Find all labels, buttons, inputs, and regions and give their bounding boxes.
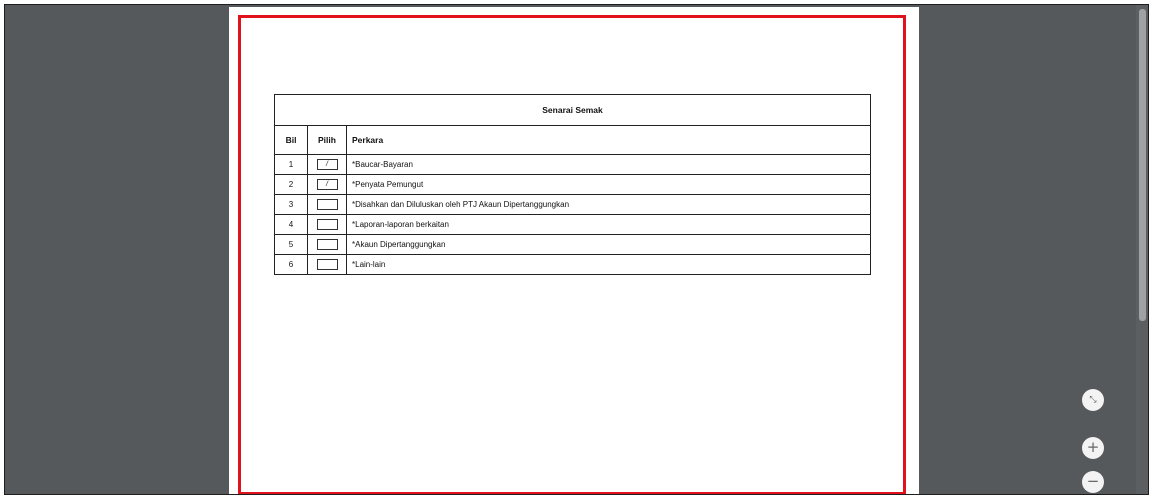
item-label: *Baucar-Bayaran — [347, 155, 871, 175]
pilih-checkbox[interactable]: / — [317, 179, 338, 190]
item-label: *Lain-lain — [347, 255, 871, 275]
table-row — [275, 235, 871, 255]
pilih-checkbox[interactable] — [317, 239, 338, 250]
table-row — [275, 195, 871, 215]
pilih-checkbox[interactable] — [317, 199, 338, 210]
item-label: *Akaun Dipertanggungkan — [347, 235, 871, 255]
zoom-out-button[interactable] — [1082, 471, 1104, 493]
item-label: *Laporan-laporan berkaitan — [347, 215, 871, 235]
fit-to-page-button[interactable] — [1082, 389, 1104, 411]
checkbox-cell — [308, 155, 347, 175]
item-label: *Disahkan dan Diluluskan oleh PTJ Akaun Dipertanggungkan — [347, 195, 871, 215]
checklist-table — [274, 94, 871, 275]
pilih-checkbox[interactable] — [317, 219, 338, 230]
minus-icon: − — [1086, 472, 1100, 490]
row-number: 4 — [275, 215, 308, 235]
header-perkara: Perkara — [347, 126, 871, 155]
plus-icon: + — [1086, 438, 1100, 456]
checkbox-cell — [308, 235, 347, 255]
header-bil: Bil — [275, 126, 308, 155]
checkbox-cell — [308, 195, 347, 215]
row-number: 1 — [275, 155, 308, 175]
table-row — [275, 175, 871, 195]
fit-to-page-icon: ⤡ — [1089, 395, 1097, 405]
pdf-viewer-window — [4, 4, 1149, 495]
row-number: 5 — [275, 235, 308, 255]
checkbox-cell — [308, 175, 347, 195]
row-number: 2 — [275, 175, 308, 195]
item-label: *Penyata Pemungut — [347, 175, 871, 195]
table-row — [275, 215, 871, 235]
checkbox-cell — [308, 215, 347, 235]
vertical-scrollbar[interactable] — [1136, 5, 1149, 495]
checkbox-cell — [308, 255, 347, 275]
scrollbar-thumb[interactable] — [1139, 9, 1146, 321]
row-number: 6 — [275, 255, 308, 275]
pilih-checkbox[interactable]: / — [317, 159, 338, 170]
row-number: 3 — [275, 195, 308, 215]
table-row — [275, 255, 871, 275]
checklist-title: Senarai Semak — [275, 95, 871, 126]
zoom-in-button[interactable] — [1082, 437, 1104, 459]
header-pilih: Pilih — [308, 126, 347, 155]
table-row — [275, 155, 871, 175]
document-page — [229, 7, 919, 495]
pilih-checkbox[interactable] — [317, 259, 338, 270]
